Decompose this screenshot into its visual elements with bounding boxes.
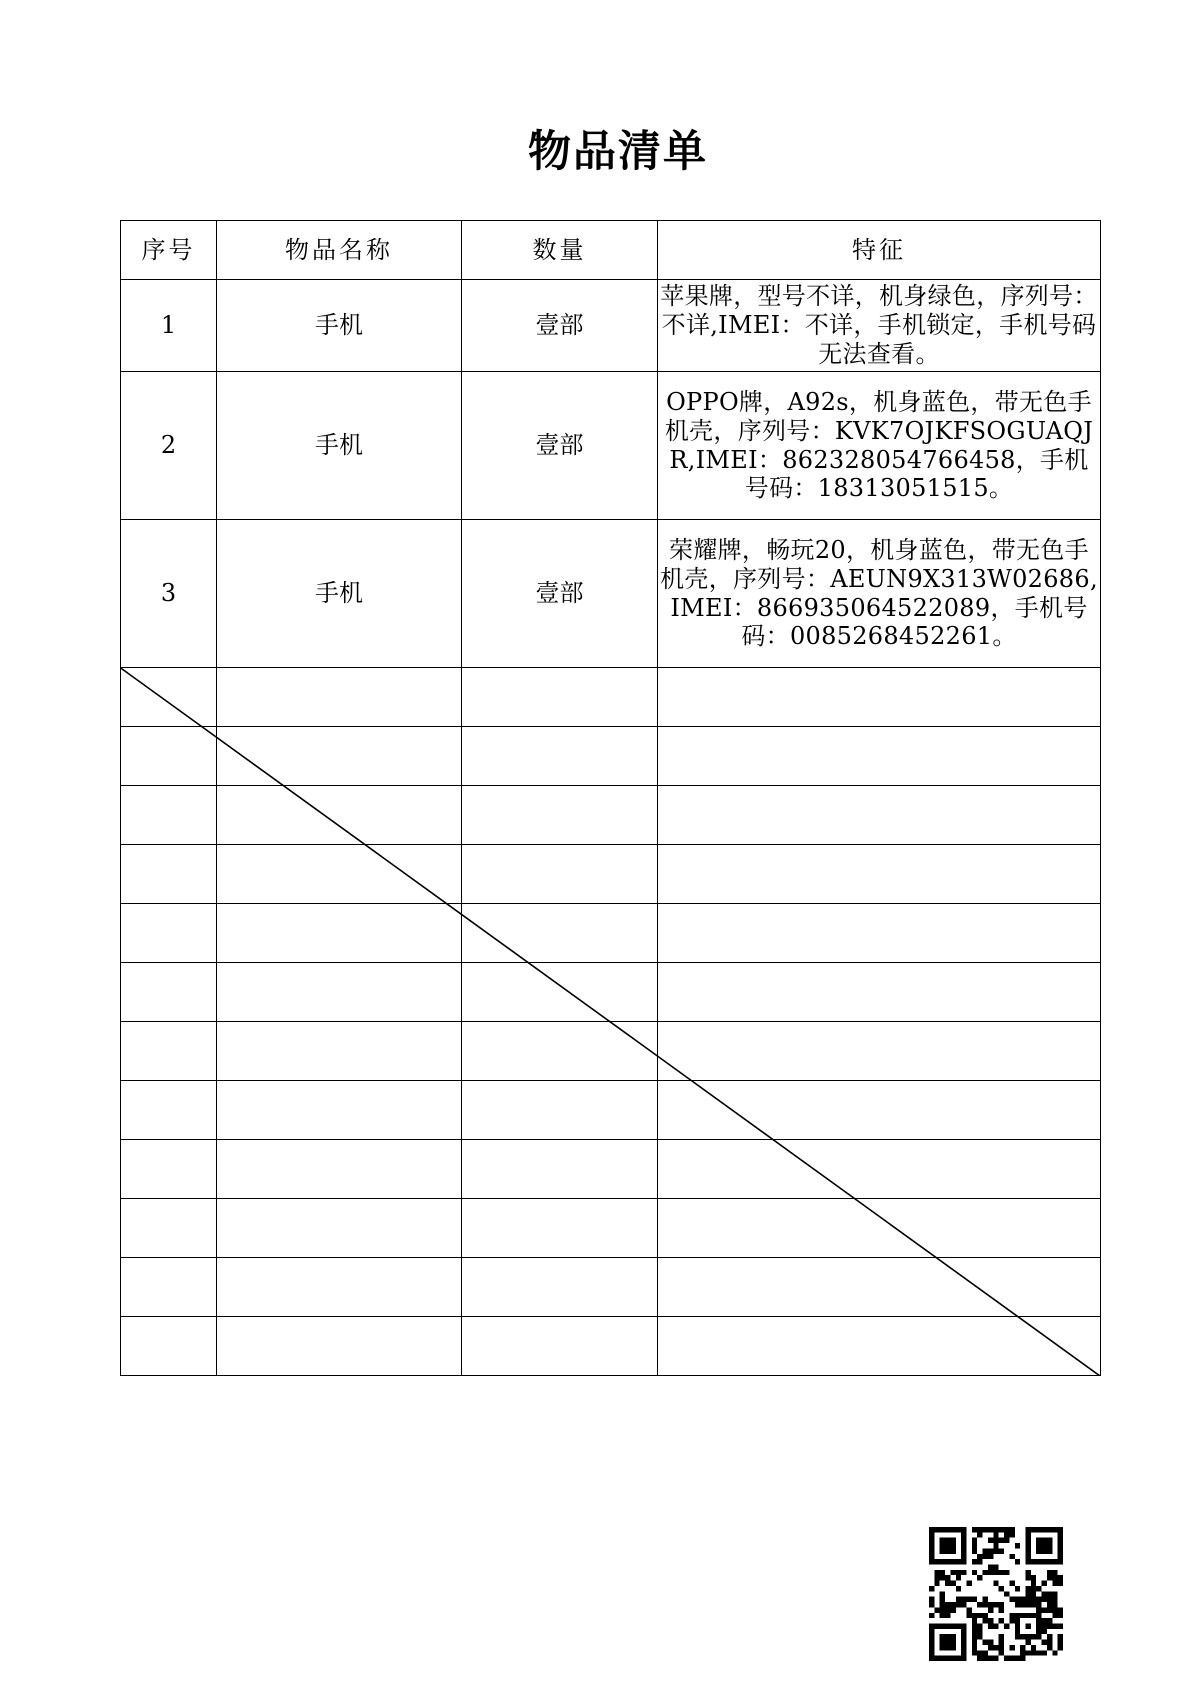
empty-cell	[658, 1258, 1101, 1317]
empty-cell	[658, 727, 1101, 786]
header-name: 物品名称	[217, 221, 462, 280]
empty-cell	[658, 963, 1101, 1022]
empty-cell	[121, 727, 217, 786]
empty-cell	[217, 1258, 462, 1317]
empty-cell	[658, 1317, 1101, 1376]
empty-cell	[658, 786, 1101, 845]
empty-cell	[462, 727, 658, 786]
table-header-row	[121, 221, 1101, 280]
item-list-table	[120, 220, 1101, 1376]
empty-cell	[217, 668, 462, 727]
page-title: 物品清单	[528, 127, 708, 177]
empty-cell	[217, 1317, 462, 1376]
empty-table-row	[121, 1258, 1101, 1317]
empty-cell	[121, 845, 217, 904]
empty-cell	[217, 786, 462, 845]
empty-cell	[462, 845, 658, 904]
item-list-table-area	[120, 220, 1100, 1393]
empty-cell	[217, 1081, 462, 1140]
empty-cell	[462, 668, 658, 727]
empty-cell	[462, 1081, 658, 1140]
empty-cell	[658, 1022, 1101, 1081]
empty-cell	[121, 786, 217, 845]
empty-cell	[462, 963, 658, 1022]
empty-table-row	[121, 1022, 1101, 1081]
cell-features: 苹果牌，型号不详，机身绿色，序列号：不详,IMEI：不详，手机锁定，手机号码无法查看。	[658, 280, 1101, 372]
header-qty: 数量	[462, 221, 658, 280]
table-row	[121, 520, 1101, 668]
empty-cell	[217, 963, 462, 1022]
cell-no: 1	[121, 280, 217, 372]
empty-cell	[217, 904, 462, 963]
empty-table-row	[121, 963, 1101, 1022]
empty-cell	[121, 904, 217, 963]
empty-cell	[217, 1199, 462, 1258]
empty-cell	[121, 1258, 217, 1317]
cell-name: 手机	[217, 280, 462, 372]
empty-cell	[121, 1317, 217, 1376]
empty-cell	[462, 1022, 658, 1081]
empty-cell	[658, 904, 1101, 963]
empty-cell	[658, 845, 1101, 904]
empty-cell	[462, 904, 658, 963]
table-row	[121, 372, 1101, 520]
empty-cell	[121, 1140, 217, 1199]
cell-qty: 壹部	[462, 280, 658, 372]
empty-cell	[217, 845, 462, 904]
empty-cell	[462, 786, 658, 845]
cell-features: 荣耀牌，畅玩20，机身蓝色，带无色手机壳，序列号：AEUN9X313W02686,IMEI：866935064522089，手机号码：0085268452261。	[658, 520, 1101, 668]
cell-qty: 壹部	[462, 372, 658, 520]
empty-cell	[658, 1081, 1101, 1140]
empty-table-row	[121, 727, 1101, 786]
header-no: 序号	[121, 221, 217, 280]
empty-cell	[121, 1022, 217, 1081]
empty-cell	[462, 1199, 658, 1258]
empty-cell	[217, 727, 462, 786]
empty-table-row	[121, 1317, 1101, 1376]
empty-cell	[121, 668, 217, 727]
empty-cell	[658, 668, 1101, 727]
cell-features: OPPO牌，A92s，机身蓝色，带无色手机壳，序列号：KVK7OJKFSOGUAQJR,IMEI：862328054766458，手机号码：18313051515。	[658, 372, 1101, 520]
empty-table-row	[121, 904, 1101, 963]
empty-cell	[121, 1199, 217, 1258]
empty-table-row	[121, 1081, 1101, 1140]
empty-table-row	[121, 668, 1101, 727]
empty-cell	[462, 1317, 658, 1376]
cell-no: 3	[121, 520, 217, 668]
empty-cell	[121, 1081, 217, 1140]
cell-qty: 壹部	[462, 520, 658, 668]
empty-cell	[217, 1022, 462, 1081]
header-features: 特征	[658, 221, 1101, 280]
cell-name: 手机	[217, 372, 462, 520]
qr-code-icon	[929, 1527, 1063, 1661]
table-row	[121, 280, 1101, 372]
empty-table-row	[121, 845, 1101, 904]
cell-no: 2	[121, 372, 217, 520]
empty-cell	[121, 963, 217, 1022]
empty-cell	[217, 1140, 462, 1199]
cell-name: 手机	[217, 520, 462, 668]
empty-cell	[462, 1258, 658, 1317]
empty-cell	[462, 1140, 658, 1199]
empty-cell	[658, 1140, 1101, 1199]
empty-table-row	[121, 1199, 1101, 1258]
empty-table-row	[121, 1140, 1101, 1199]
empty-table-row	[121, 786, 1101, 845]
empty-cell	[658, 1199, 1101, 1258]
